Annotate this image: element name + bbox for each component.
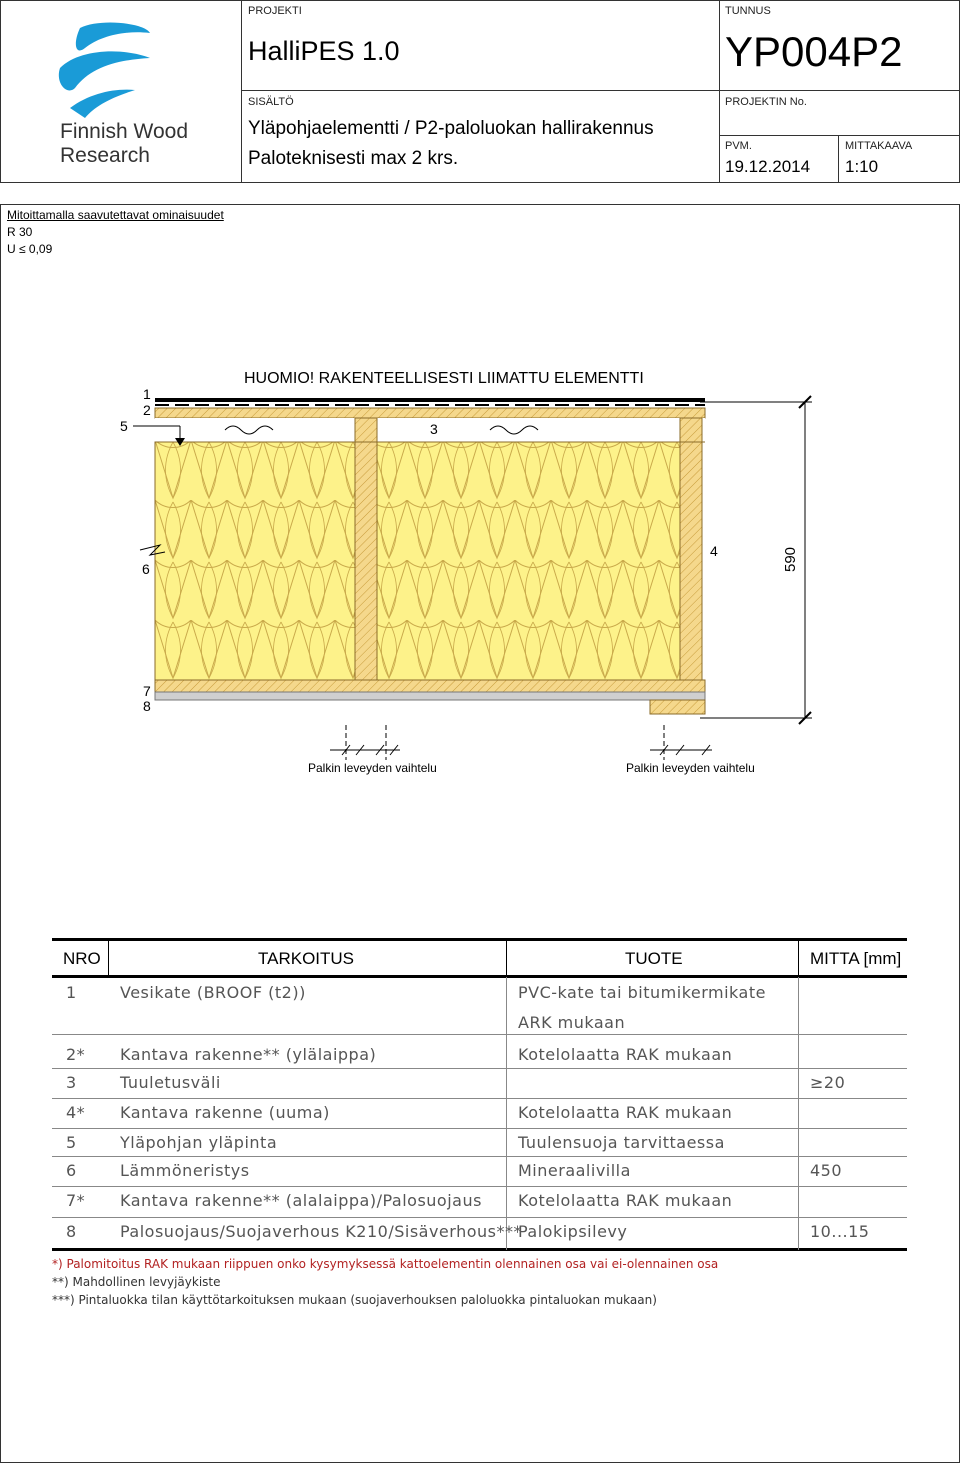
beam-note-right: Palkin leveyden vaihtelu <box>626 761 755 775</box>
logo-icon <box>55 18 165 118</box>
pvm-value: 19.12.2014 <box>725 157 811 176</box>
sisalto-label: SISÄLTÖ <box>248 96 294 108</box>
footnote-2: **) Mahdollinen levyjäykiste <box>52 1275 221 1289</box>
sisalto-line1: Yläpohjaelementti / P2-paloluokan hallirakennus <box>248 118 654 139</box>
tunnus-label: TUNNUS <box>725 5 771 17</box>
beam-note-left: Palkin leveyden vaihtelu <box>308 761 437 775</box>
row-tuote: Kotelolaatta RAK mukaan <box>518 1191 733 1210</box>
header-tuote: TUOTE <box>625 949 683 968</box>
row-tarkoitus: Kantava rakenne** (alalaippa)/Palosuojaus <box>120 1191 482 1210</box>
row-tarkoitus: Tuuletusväli <box>120 1073 221 1092</box>
row-divider <box>52 1217 907 1218</box>
callout-1: 1 <box>143 386 151 402</box>
properties-line2: U ≤ 0,09 <box>7 242 53 256</box>
row-tarkoitus: Yläpohjan yläpinta <box>120 1133 278 1152</box>
row-divider <box>52 1068 907 1069</box>
row-mitta: 450 <box>810 1161 843 1180</box>
col-divider <box>108 940 109 977</box>
row-tarkoitus: Kantava rakenne (uuma) <box>120 1103 330 1122</box>
row-mitta: ≥20 <box>810 1073 846 1092</box>
footnote-1: *) Palomitoitus RAK mukaan riippuen onko kysymyksessä kattoelementin olennainen osa vai ei-olennainen osa <box>52 1257 719 1271</box>
row-divider <box>52 1098 907 1099</box>
row-tuote: Tuulensuoja tarvittaessa <box>518 1133 725 1152</box>
row-divider <box>52 1034 907 1035</box>
row-tuote-line2: ARK mukaan <box>518 1013 626 1032</box>
divider <box>719 135 960 136</box>
row-tarkoitus: Kantava rakenne** (ylälaippa) <box>120 1045 377 1064</box>
callout-6: 6 <box>142 561 150 577</box>
drawing-note: HUOMIO! RAKENTEELLISESTI LIIMATTU ELEMENTTI <box>244 370 644 387</box>
projekti-label: PROJEKTI <box>248 5 302 17</box>
callout-8: 8 <box>143 698 151 714</box>
callout-3: 3 <box>430 421 438 437</box>
row-nro: 7* <box>66 1191 86 1210</box>
callout-4: 4 <box>710 543 718 559</box>
row-nro: 5 <box>66 1133 77 1152</box>
header-tarkoitus: TARKOITUS <box>258 949 355 968</box>
callout-5: 5 <box>120 418 128 434</box>
tunnus-value: YP004P2 <box>725 28 903 75</box>
header-mitta: MITTA [mm] <box>810 949 902 968</box>
divider <box>719 0 720 183</box>
row-divider <box>52 1156 907 1157</box>
row-divider <box>52 1186 907 1187</box>
row-nro: 2* <box>66 1045 86 1064</box>
col-divider <box>798 940 799 1250</box>
col-divider <box>506 940 507 1250</box>
section-drawing <box>0 380 960 800</box>
row-tuote: Kotelolaatta RAK mukaan <box>518 1103 733 1122</box>
row-tarkoitus: Vesikate (BROOF (t2)) <box>120 983 306 1002</box>
header-nro: NRO <box>63 949 101 968</box>
col-divider <box>798 940 799 977</box>
sisalto-line2: Paloteknisesti max 2 krs. <box>248 148 459 169</box>
row-nro: 1 <box>66 983 77 1002</box>
row-nro: 6 <box>66 1161 77 1180</box>
dimension-label: 590 <box>782 546 799 572</box>
footnote-3: ***) Pintaluokka tilan käyttötarkoituksen mukaan (suojaverhouksen paloluokka pintaluokan mukaan) <box>52 1293 657 1307</box>
divider <box>241 90 960 91</box>
divider <box>241 0 242 183</box>
row-nro: 3 <box>66 1073 77 1092</box>
row-nro: 4* <box>66 1103 86 1122</box>
callout-7: 7 <box>143 683 151 699</box>
row-tarkoitus: Palosuojaus/Suojaverhous K210/Sisäverhous*** <box>120 1222 522 1241</box>
row-tuote: Kotelolaatta RAK mukaan <box>518 1045 733 1064</box>
col-divider <box>506 940 507 977</box>
callout-2: 2 <box>143 402 151 418</box>
footnotes <box>52 1255 718 1309</box>
row-tuote: PVC-kate tai bitumikermikate <box>518 983 766 1002</box>
projekti-value: HalliPES 1.0 <box>248 36 400 66</box>
table-bottom-rule <box>52 1248 907 1251</box>
pvm-label: PVM. <box>725 140 752 152</box>
divider <box>838 135 839 183</box>
row-mitta: 10...15 <box>810 1222 870 1241</box>
row-nro: 8 <box>66 1222 77 1241</box>
row-tuote: Palokipsilevy <box>518 1222 628 1241</box>
projektin-no-label: PROJEKTIN No. <box>725 96 807 108</box>
properties-line1: R 30 <box>7 225 33 239</box>
logo-line2: Research <box>60 144 150 167</box>
table-top-rule <box>52 938 907 941</box>
row-tarkoitus: Lämmöneristys <box>120 1161 250 1180</box>
properties-heading: Mitoittamalla saavutettavat ominaisuudet <box>7 208 224 222</box>
mittakaava-label: MITTAKAAVA <box>845 140 913 152</box>
row-tuote: Mineraalivilla <box>518 1161 631 1180</box>
row-divider <box>52 1128 907 1129</box>
logo-line1: Finnish Wood <box>60 120 189 143</box>
mittakaava-value: 1:10 <box>845 157 879 176</box>
table-header-rule <box>52 975 907 978</box>
